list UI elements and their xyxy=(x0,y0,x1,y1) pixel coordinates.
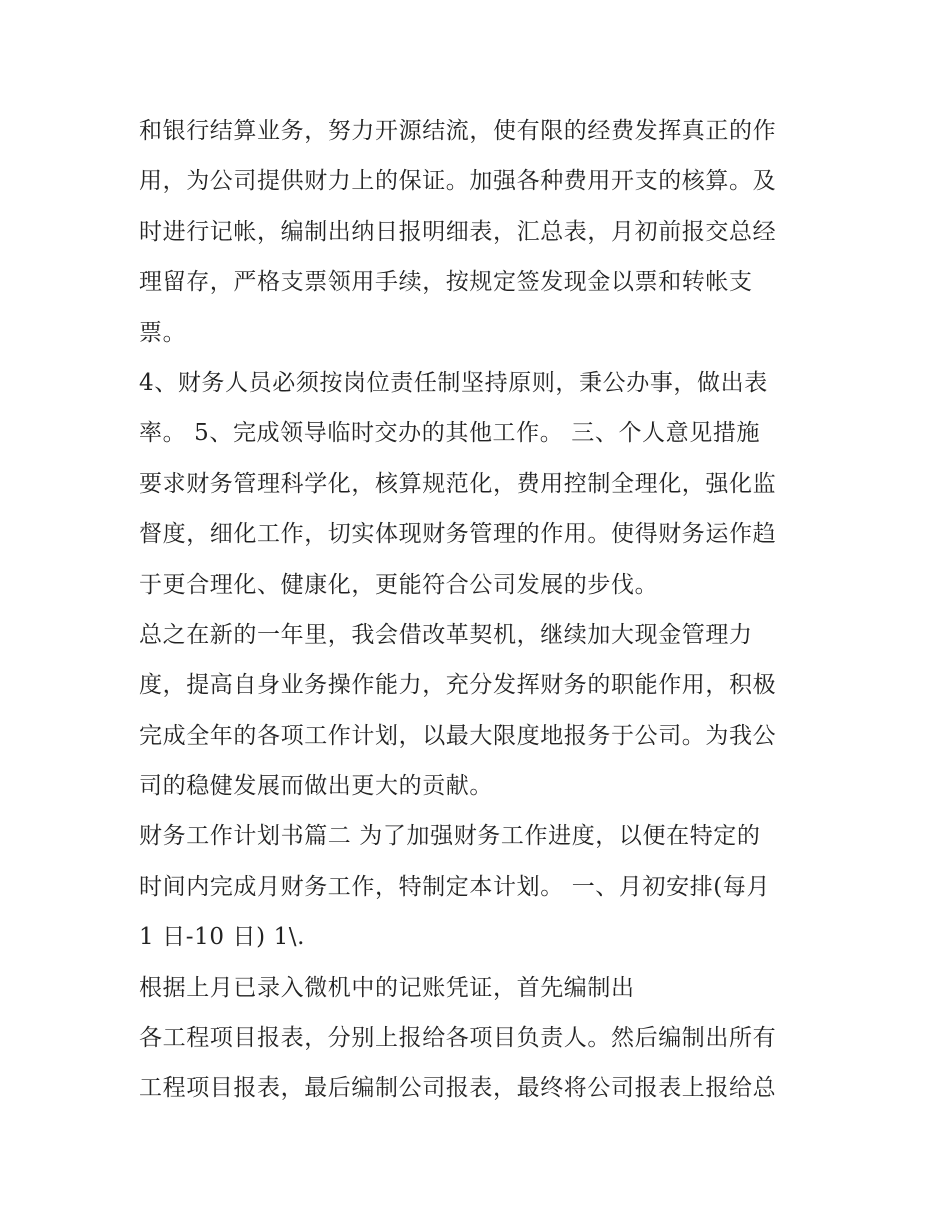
text-line: 司的稳健发展而做出更大的贡献。 xyxy=(139,773,493,800)
document-body xyxy=(139,106,819,1114)
text-line: 理留存，严格支票领用手续，按规定签发现金以票和转帐支 xyxy=(139,269,753,296)
text-line: 工程项目报表，最后编制公司报表，最终将公司报表上报给总 xyxy=(139,1075,777,1102)
text-line: 度，提高自身业务操作能力，充分发挥财务的职能作用，积极 xyxy=(139,672,777,699)
text-line: 用，为公司提供财力上的保证。加强各种费用开支的核算。及 xyxy=(139,168,777,195)
text-line: 完成全年的各项工作计划，以最大限度地报务于公司。为我公 xyxy=(139,722,777,749)
text-line: 于更合理化、健康化，更能符合公司发展的步伐。 xyxy=(139,571,659,598)
text-line: 财务工作计划书篇二 为了加强财务工作进度，以便在特定的 xyxy=(139,823,761,850)
text-line: 时进行记帐，编制出纳日报明细表，汇总表，月初前报交总经 xyxy=(139,218,777,245)
text-line: 4、财务人员必须按岗位责任制坚持原则，秉公办事，做出表 xyxy=(139,369,768,396)
text-line: 要求财务管理科学化，核算规范化，费用控制全理化，强化监 xyxy=(139,470,777,497)
text-line: 和银行结算业务，努力开源结流，使有限的经费发挥真正的作 xyxy=(139,118,777,144)
text-line: 各工程项目报表，分别上报给各项目负责人。然后编制出所有 xyxy=(139,1025,777,1052)
text-line: 总之在新的一年里，我会借改革契机，继续加大现金管理力 xyxy=(139,621,753,648)
text-line: 票。 xyxy=(139,319,187,346)
text-line: 1 日-10 日) 1\. xyxy=(139,924,306,951)
text-line: 根据上月已录入微机中的记账凭证，首先编制出 xyxy=(139,974,635,1001)
text-line: 率。 5、完成领导临时交办的其他工作。 三、个人意见措施 xyxy=(139,420,761,447)
text-line: 时间内完成月财务工作，特制定本计划。 一、月初安排(每月 xyxy=(139,873,771,900)
text-line: 督度，细化工作，切实体现财务管理的作用。使得财务运作趋 xyxy=(139,521,777,548)
